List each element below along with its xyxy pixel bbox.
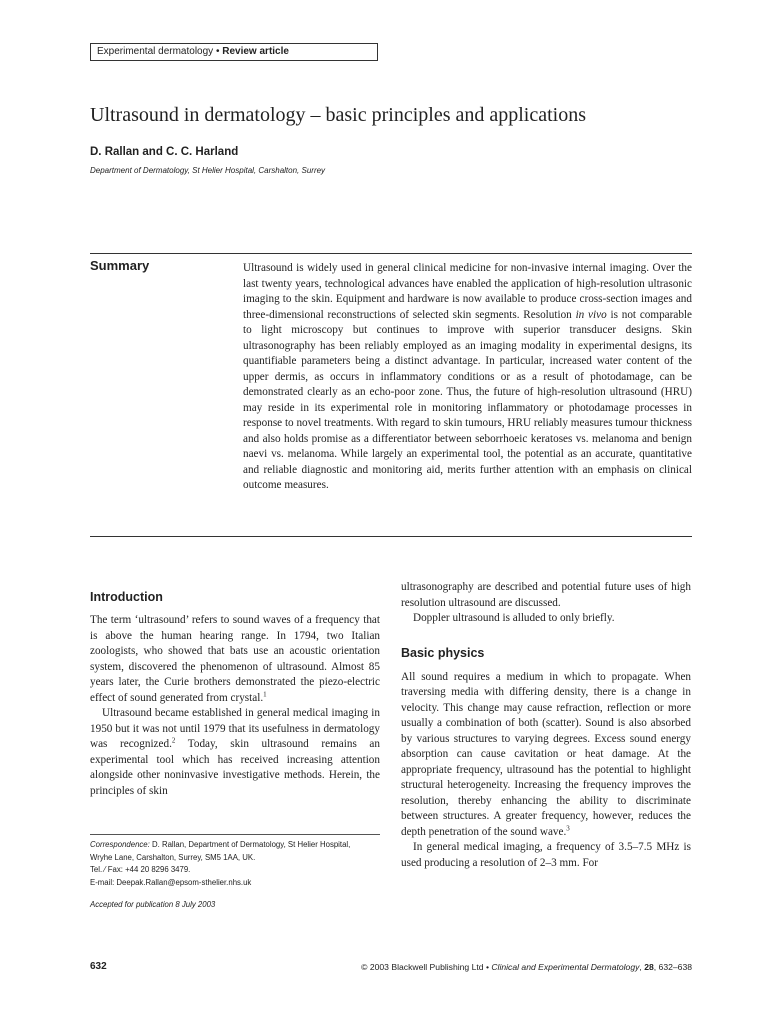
intro-p1-text: The term ‘ultrasound’ refers to sound waves of a frequency that is above the human hearing range. In 1794, two Italian zoologists, who showed that bats use an acoustic orientation system, discovered the phenomenon of ultrasound. Almost 85 years later, the Curie brothers demonstrated the piezo-electric effect of sound generated from crystal. <box>90 614 380 704</box>
summary-text-italic: in vivo <box>575 308 607 321</box>
basic-physics-heading: Basic physics <box>401 645 485 660</box>
header-separator: • <box>215 46 220 57</box>
journal-pages: , 632–638 <box>653 962 692 972</box>
basic-physics-paragraph-1 <box>401 670 691 841</box>
footer-citation <box>361 962 692 972</box>
right-column <box>401 580 691 871</box>
correspondence-footnote <box>90 834 380 912</box>
summary-bottom-rule <box>90 536 692 537</box>
summary-heading: Summary <box>90 258 150 273</box>
header-category: Experimental dermatology <box>97 46 214 57</box>
page-number: 632 <box>90 961 107 972</box>
summary-top-rule <box>90 253 692 254</box>
correspondence-label: Correspondence: <box>90 840 150 849</box>
copyright-text: © 2003 Blackwell Publishing Ltd <box>361 962 484 972</box>
article-authors: D. Rallan and C. C. Harland <box>90 146 239 158</box>
intro-p2-text-a: Ultrasound became established in general medical imaging in 1950 but it was not until 1979 that its usefulness in dermatology was recognized. <box>90 707 380 750</box>
summary-text-part-a: Ultrasound is widely used in general clinical medicine for non-invasive internal imaging. Over the last twenty years, technological advances have enabled the application of high-resolution ultrasonic imaging to the skin. Equipment and hardware is now available to produce cross-section images and three-dimensional reconstructions of selected skin segments. Resolution <box>243 262 692 321</box>
introduction-paragraph-3: Doppler ultrasound is alluded to only briefly. <box>413 612 615 624</box>
author-affiliation: Department of Dermatology, St Helier Hospital, Carshalton, Surrey <box>90 166 326 175</box>
basic-physics-paragraph-2: In general medical imaging, a frequency of 3.5–7.5 MHz is used producing a resolution of 2–3 mm. For <box>401 841 691 869</box>
summary-text <box>243 261 692 494</box>
telephone-fax: Tel. ⁄ Fax: +44 20 8296 3479. <box>90 865 191 875</box>
footer-separator: • <box>485 962 489 972</box>
correspondence-line-1 <box>90 839 380 852</box>
left-column <box>90 580 380 799</box>
summary-text-part-b: is not comparable to light microscopy but continues to improve with superior transducer designs. Skin ultrasonography has been reliably employed as an imaging modality in experimental designs, its quantifiable parameters being a distinct advantage. In particular, increased water content of the upper dermis, as occurs in inflammatory conditions or as a result of photodamage, can be demonstrated clearly as an echo-poor zone. Thus, the future of high-resolution ultrasound (HRU) may reside in its experimental role in monitoring inflammatory or photodamage processes in response to novel treatments. With regard to skin tumours, HRU reliably measures tumour thickness and also holds promise as a differentiator between seborrhoeic keratoses vs. melanoma and benign naevi vs. melanoma. While largely an experimental tool, the potential as an accurate, quantitative and reliable diagnostic and monitoring aid, merits further attention with an emphasis on clinical outcome measures. <box>243 308 692 491</box>
reference-1: 1 <box>263 689 267 698</box>
reference-3: 3 <box>566 823 570 832</box>
introduction-heading: Introduction <box>90 590 163 604</box>
journal-volume: 28 <box>644 962 654 972</box>
reference-2: 2 <box>171 736 176 745</box>
accepted-date: Accepted for publication 8 July 2003 <box>90 900 216 910</box>
journal-name: Clinical and Experimental Dermatology <box>491 962 640 972</box>
physics-p1-text: All sound requires a medium in which to propagate. When traversing media with differing density, there is a change in velocity. This change may cause refraction, reflection or more usually a combination of both (scatter). Sound is also absorbed by various structures to varying degrees. Excess sound energy absorption can cause cavitation or heat damage. At the appropriate frequency, ultrasound has the potential to highlight structural heterogeneity. Increasing the frequency improves the resolution, thereby enhancing the ability to discriminate between structures. A greater frequency, however, reduces the depth penetration of the sound wave. <box>401 670 691 838</box>
email-address: E-mail: Deepak.Rallan@epsom-sthelier.nhs.uk <box>90 877 252 887</box>
correspondence-line-2: Wryhe Lane, Carshalton, Surrey, SM5 1AA, UK. <box>90 852 256 862</box>
journal-volume-separator: , <box>639 962 645 972</box>
article-title: Ultrasound in dermatology – basic principles and applications <box>90 104 586 126</box>
introduction-paragraph-1 <box>90 613 380 706</box>
intro-p2-text-b: Today, skin ultrasound remains an experimental tool which has received increasing attention alongside other noninvasive investigative methods. Herein, the principles of skin <box>90 738 380 797</box>
section-header-box <box>90 43 378 61</box>
introduction-paragraph-2 <box>90 706 380 799</box>
introduction-paragraph-2-continued: ultrasonography are described and potential future uses of high resolution ultrasound are discussed. <box>401 581 691 609</box>
header-article-type: Review article <box>222 46 289 57</box>
correspondence-name: D. Rallan, Department of Dermatology, St Helier Hospital, <box>149 840 351 849</box>
